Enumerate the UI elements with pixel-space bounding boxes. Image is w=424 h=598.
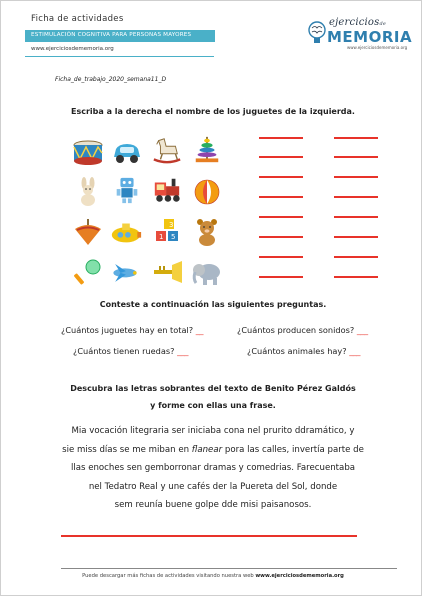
svg-text:5: 5 [171,233,176,241]
question-wheeled-toys: ¿Cuántos tienen ruedas? ___ [73,346,188,356]
drum-icon [71,137,105,167]
ring-stacker-icon [190,135,224,165]
answer-blank[interactable] [259,137,303,139]
answer-blank[interactable] [334,137,378,139]
stuffed-bunny-icon [71,177,105,207]
passage-line: sem reunía buene golpe dde misi paisanosos. [114,500,312,510]
answer-blank[interactable] [259,256,303,258]
header-divider [25,56,214,57]
toy-car-icon [110,137,144,167]
answer-blank[interactable] [334,216,378,218]
answer-blank[interactable] [259,156,303,158]
trumpet-icon [150,257,184,287]
teddy-bear-icon [190,217,224,247]
answer-blank[interactable] [334,236,378,238]
answer-blank[interactable] [259,216,303,218]
abc-blocks-icon [150,217,184,247]
toy-submarine-icon [109,217,143,247]
toy-airplane-icon [108,257,142,287]
footer-text: Puede descargar más fichas de actividades visitando nuestra web www.ejerciciosdememoria.org [82,573,344,579]
exercise1-instruction: Escriba a la derecha el nombre de los juguetes de la izquierda. [71,107,355,116]
passage-line: sie miss días se me miban en flanear pora las calles, invertía parte de [62,444,364,455]
exercise3-instruction-line2: y forme con ellas una frase. [150,401,276,410]
question-animal-toys: ¿Cuántos animales hay? ___ [247,346,360,356]
answer-blank[interactable] [334,176,378,178]
answer-blank[interactable]: __ [195,325,203,335]
header-band-text: ESTIMULACIÓN COGNITIVA PARA PERSONAS MAYORES [31,32,192,38]
toy-robot-icon [110,175,144,205]
question-total-toys: ¿Cuántos juguetes hay en total? __ [61,325,203,335]
question-sound-toys: ¿Cuántos producen sonidos? ___ [237,325,368,335]
header-band [25,30,215,42]
header-title: Ficha de actividades [31,14,124,24]
galdos-passage [1,422,424,515]
exercise3-instruction-line1: Descubra las letras sobrantes del texto de Benito Pérez Galdós [70,384,356,393]
spinning-top-icon [71,217,105,247]
footer-divider [61,568,397,569]
exercise2-instruction: Conteste a continuación las siguientes preguntas. [99,300,327,309]
answer-blank[interactable] [334,196,378,198]
svg-text:3: 3 [169,221,174,229]
logo-main-text: MEMORIA [327,28,413,46]
rocking-horse-icon [150,135,184,165]
answer-blank[interactable] [334,256,378,258]
answer-blank[interactable]: ___ [349,346,360,356]
answer-blank[interactable] [259,276,303,278]
logo-url: www.ejerciciosdememoria.org [347,45,408,50]
passage-line: nel Tedatro Real y une cafés der la Puereta del Sol, donde [88,481,338,492]
beach-ball-icon [190,177,224,207]
answer-blank[interactable] [259,196,303,198]
file-name: Ficha_de_trabajo_2020_semana11_D [55,76,167,83]
toy-train-icon [150,175,184,205]
brain-icon [307,21,327,45]
phrase-answer-line[interactable] [61,535,357,537]
toy-elephant-icon [190,257,224,287]
answer-blank[interactable] [259,236,303,238]
header-website: www.ejerciciosdememoria.org [31,46,114,52]
logo-top-text: ejerciciosde [329,17,387,28]
svg-text:1: 1 [159,233,164,241]
passage-line: llas enoches sen gemborronar dramas y comedrias. Farecuentaba [70,463,356,473]
answer-blank[interactable] [334,156,378,158]
answer-blank[interactable]: ___ [177,346,188,356]
answer-blank[interactable] [334,276,378,278]
footer-link[interactable]: www.ejerciciosdememoria.org [255,573,344,579]
passage-line: Mia vocación litegraria ser iniciaba cona nel prurito ddramático, y [71,426,355,436]
ejercicios-de-memoria-logo [307,15,413,53]
answer-blank[interactable] [259,176,303,178]
rattle-icon [71,257,105,287]
answer-blank[interactable]: ___ [356,325,368,335]
